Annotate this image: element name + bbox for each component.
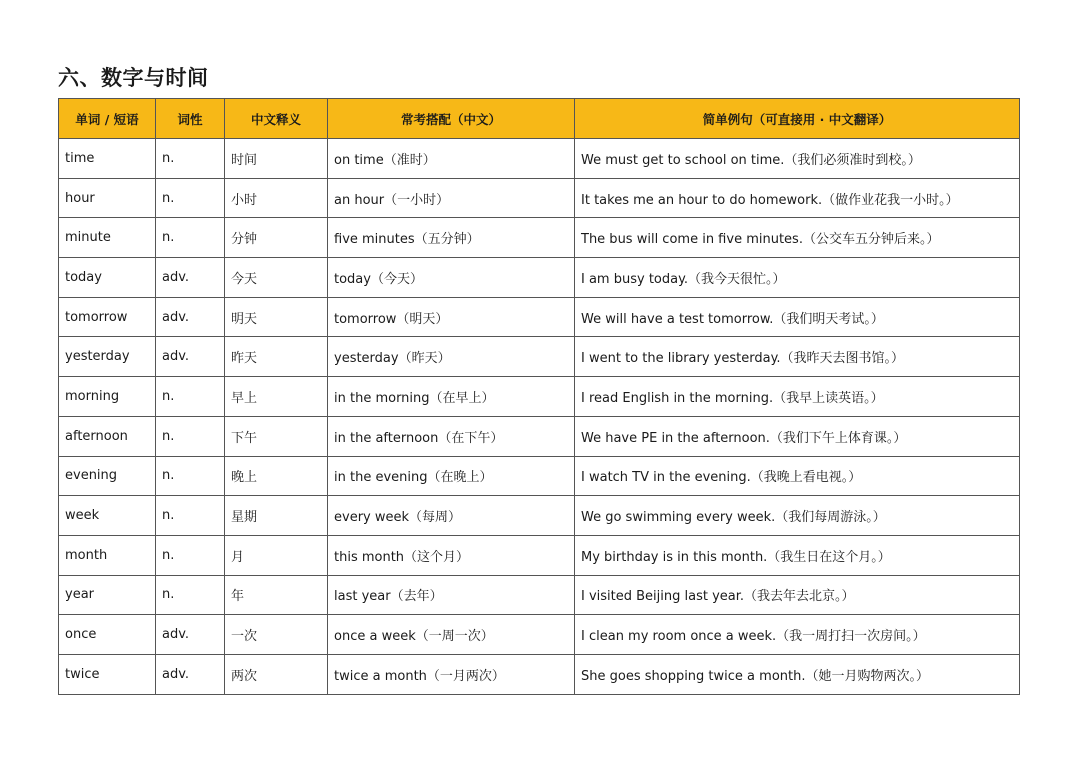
table-row [59, 496, 1020, 536]
cell-meaning: 星期 [225, 496, 328, 536]
cell-example: I went to the library yesterday.（我昨天去图书馆。） [575, 337, 1020, 377]
cell-meaning: 早上 [225, 377, 328, 417]
cell-meaning: 下午 [225, 416, 328, 456]
cell-part-of-speech: n. [156, 535, 225, 575]
cell-collocation: twice a month（一月两次） [328, 654, 575, 694]
cell-word: evening [59, 456, 156, 496]
cell-collocation: in the evening（在晚上） [328, 456, 575, 496]
cell-meaning: 明天 [225, 297, 328, 337]
cell-word: once [59, 615, 156, 655]
table-row [59, 575, 1020, 615]
cell-example: We must get to school on time.（我们必须准时到校。） [575, 139, 1020, 179]
cell-part-of-speech: n. [156, 575, 225, 615]
table-row [59, 258, 1020, 298]
cell-collocation: on time（准时） [328, 139, 575, 179]
cell-word: minute [59, 218, 156, 258]
cell-meaning: 昨天 [225, 337, 328, 377]
cell-example: We have PE in the afternoon.（我们下午上体育课。） [575, 416, 1020, 456]
column-header-pos: 词性 [156, 99, 225, 139]
cell-word: today [59, 258, 156, 298]
cell-meaning: 月 [225, 535, 328, 575]
column-header-word: 单词 / 短语 [59, 99, 156, 139]
cell-collocation: once a week（一周一次） [328, 615, 575, 655]
column-header-meaning: 中文释义 [225, 99, 328, 139]
cell-part-of-speech: adv. [156, 258, 225, 298]
cell-collocation: every week（每周） [328, 496, 575, 536]
cell-example: We go swimming every week.（我们每周游泳。） [575, 496, 1020, 536]
table-row [59, 218, 1020, 258]
table-row [59, 615, 1020, 655]
cell-word: twice [59, 654, 156, 694]
table-row [59, 178, 1020, 218]
cell-word: year [59, 575, 156, 615]
cell-collocation: five minutes（五分钟） [328, 218, 575, 258]
cell-meaning: 今天 [225, 258, 328, 298]
cell-part-of-speech: adv. [156, 297, 225, 337]
cell-word: time [59, 139, 156, 179]
table-header-row [59, 99, 1020, 139]
cell-meaning: 时间 [225, 139, 328, 179]
cell-example: I read English in the morning.（我早上读英语。） [575, 377, 1020, 417]
table-row [59, 337, 1020, 377]
cell-meaning: 小时 [225, 178, 328, 218]
table-row [59, 535, 1020, 575]
vocabulary-table [58, 98, 1020, 695]
cell-collocation: yesterday（昨天） [328, 337, 575, 377]
cell-meaning: 两次 [225, 654, 328, 694]
cell-word: afternoon [59, 416, 156, 456]
cell-collocation: last year（去年） [328, 575, 575, 615]
column-header-example: 简单例句（可直接用 · 中文翻译） [575, 99, 1020, 139]
cell-word: month [59, 535, 156, 575]
cell-part-of-speech: adv. [156, 337, 225, 377]
cell-part-of-speech: n. [156, 456, 225, 496]
cell-collocation: in the afternoon（在下午） [328, 416, 575, 456]
cell-example: She goes shopping twice a month.（她一月购物两次。） [575, 654, 1020, 694]
cell-word: week [59, 496, 156, 536]
cell-example: I watch TV in the evening.（我晚上看电视。） [575, 456, 1020, 496]
cell-example: The bus will come in five minutes.（公交车五分钟后来。） [575, 218, 1020, 258]
cell-word: morning [59, 377, 156, 417]
column-header-collocation: 常考搭配（中文） [328, 99, 575, 139]
cell-part-of-speech: adv. [156, 615, 225, 655]
table-row [59, 139, 1020, 179]
cell-example: We will have a test tomorrow.（我们明天考试。） [575, 297, 1020, 337]
table-body [59, 139, 1020, 695]
cell-example: I am busy today.（我今天很忙。） [575, 258, 1020, 298]
table-row [59, 456, 1020, 496]
table-row [59, 297, 1020, 337]
cell-part-of-speech: n. [156, 178, 225, 218]
cell-collocation: tomorrow（明天） [328, 297, 575, 337]
cell-part-of-speech: n. [156, 377, 225, 417]
page-title: 六、数字与时间 [58, 66, 209, 90]
cell-part-of-speech: n. [156, 416, 225, 456]
cell-part-of-speech: n. [156, 139, 225, 179]
cell-word: tomorrow [59, 297, 156, 337]
cell-collocation: in the morning（在早上） [328, 377, 575, 417]
table-row [59, 377, 1020, 417]
cell-word: yesterday [59, 337, 156, 377]
cell-part-of-speech: n. [156, 496, 225, 536]
cell-example: It takes me an hour to do homework.（做作业花我一小时。） [575, 178, 1020, 218]
table-row [59, 654, 1020, 694]
cell-collocation: this month（这个月） [328, 535, 575, 575]
cell-example: I visited Beijing last year.（我去年去北京。） [575, 575, 1020, 615]
cell-word: hour [59, 178, 156, 218]
cell-part-of-speech: adv. [156, 654, 225, 694]
cell-collocation: an hour（一小时） [328, 178, 575, 218]
cell-example: My birthday is in this month.（我生日在这个月。） [575, 535, 1020, 575]
cell-meaning: 分钟 [225, 218, 328, 258]
cell-part-of-speech: n. [156, 218, 225, 258]
cell-meaning: 一次 [225, 615, 328, 655]
cell-meaning: 晚上 [225, 456, 328, 496]
cell-example: I clean my room once a week.（我一周打扫一次房间。） [575, 615, 1020, 655]
table-row [59, 416, 1020, 456]
cell-meaning: 年 [225, 575, 328, 615]
cell-collocation: today（今天） [328, 258, 575, 298]
